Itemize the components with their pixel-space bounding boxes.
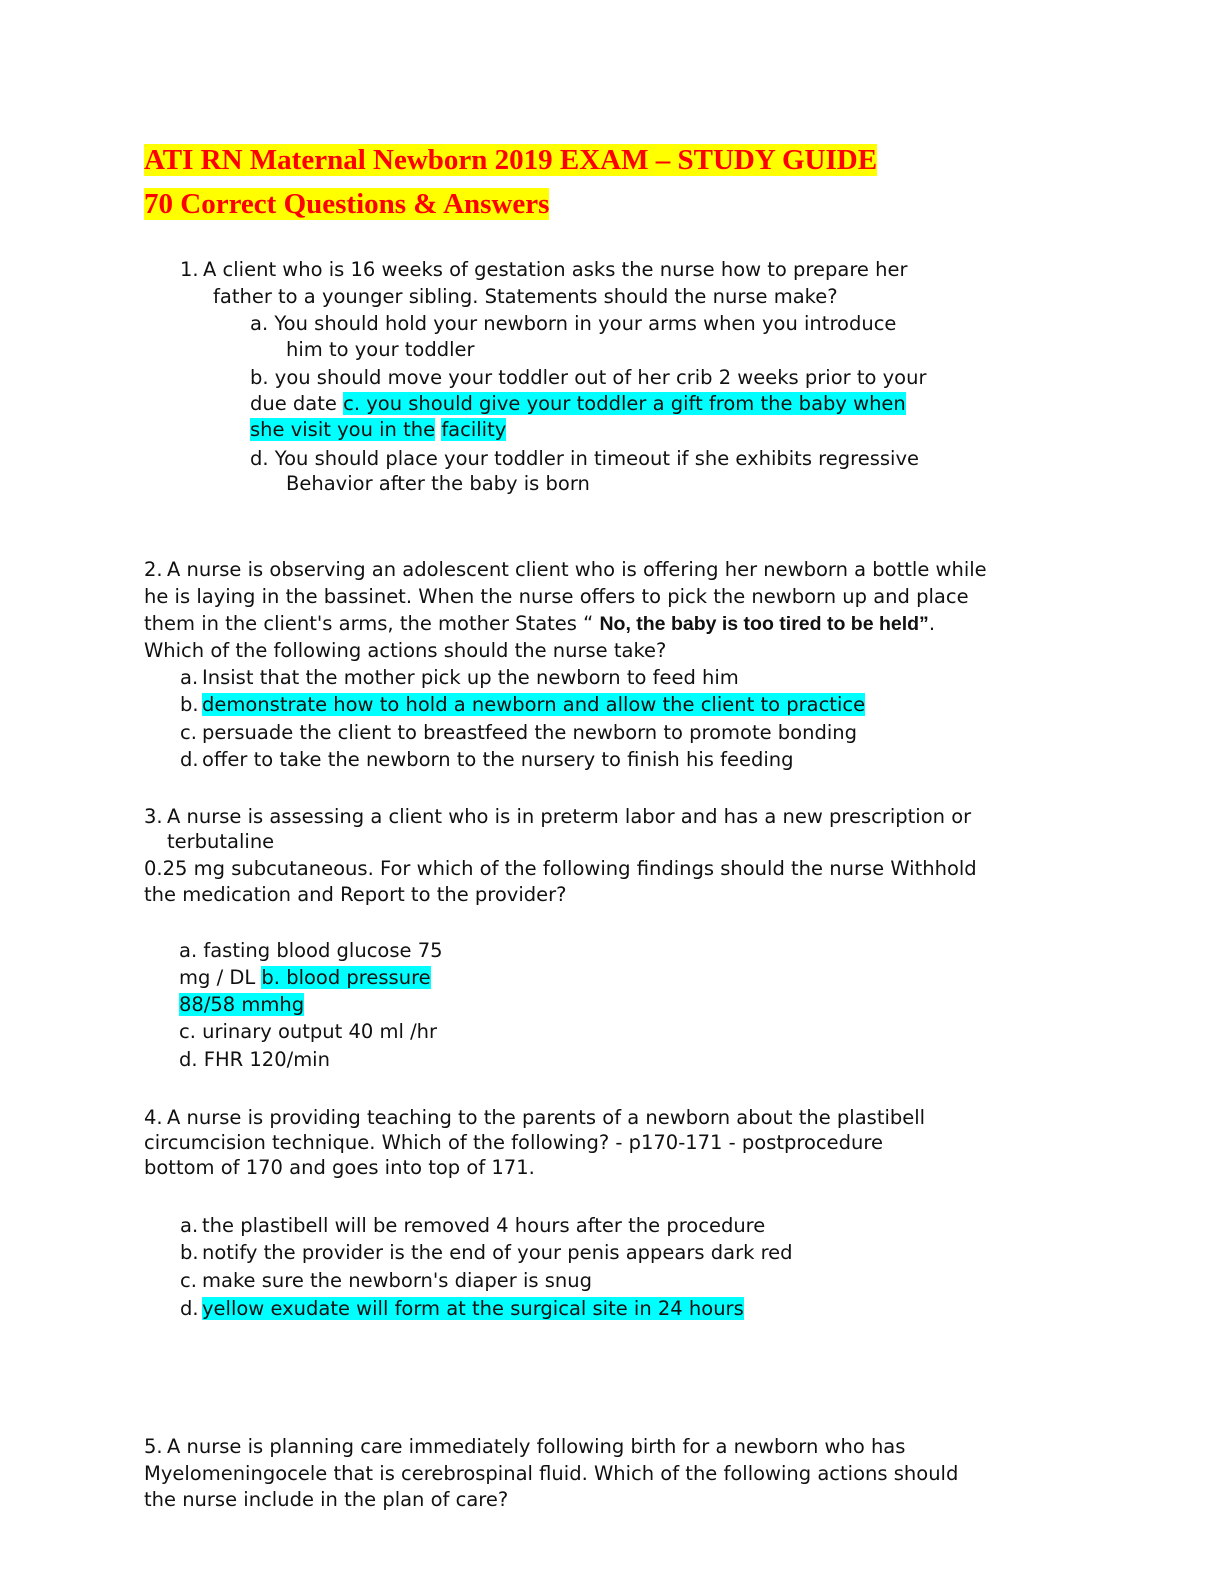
q4-option-d — [202, 1296, 744, 1322]
q3-stem-line-1: A nurse is assessing a client who is in preterm labor and has a new prescription or — [167, 805, 972, 828]
q2-quote-bold: No, the baby is too tired to be held” — [599, 613, 929, 635]
document-title — [144, 141, 877, 179]
title-line-1: ATI RN Maternal Newborn 2019 EXAM – STUDY GUIDE — [144, 144, 878, 176]
q2-stem-line-3-end: . — [928, 612, 936, 635]
q3-option-b-answer: b. blood pressure — [261, 966, 431, 989]
q3-stem-line-2: terbutaline — [167, 830, 275, 853]
q1-option-c-answer: you should give your toddler a gift from the baby when — [360, 392, 906, 415]
q3-stem-line-4: the medication and Report to the provider? — [144, 883, 567, 906]
q1-option-d: d. You should place your toddler in timeout if she exhibits regressive — [250, 447, 920, 470]
q4-stem-line-3: bottom of 170 and goes into top of 171. — [144, 1156, 535, 1179]
q4-stem-line-2: circumcision technique. Which of the following? - p170-171 - postprocedure — [144, 1131, 883, 1154]
q1-option-b: b. you should move your toddler out of her crib 2 weeks prior to your — [250, 366, 927, 389]
q2-option-b-letter: b. — [180, 693, 199, 716]
q3-option-a-end: mg / DL — [179, 966, 262, 989]
q2-option-d-letter: d. — [180, 748, 199, 771]
q4-option-d-answer: yellow exudate will form at the surgical site in 24 hours — [202, 1297, 744, 1320]
q3-stem-line-3: 0.25 mg subcutaneous. For which of the following findings should the nurse Withhold — [144, 857, 977, 880]
q1-option-c-answer-cont: she visit you in the — [250, 418, 436, 441]
q1-number: 1. — [180, 258, 199, 281]
q4-option-b-letter: b. — [180, 1241, 199, 1264]
q2-stem-line-1: A nurse is observing an adolescent client who is offering her newborn a bottle while — [167, 558, 987, 581]
q3-option-a: a. fasting blood glucose 75 — [179, 939, 443, 962]
q5-number: 5. — [144, 1435, 163, 1458]
q3-number: 3. — [144, 805, 163, 828]
q1-option-c-cont — [250, 417, 506, 443]
q3-option-a-cont — [179, 965, 431, 991]
q2-stem-line-3-text: them in the client's arms, the mother States “ — [144, 612, 600, 635]
q1-option-a-cont: him to your toddler — [286, 338, 475, 361]
q1-stem-line-2: father to a younger sibling. Statements should the nurse make? — [213, 285, 838, 308]
q2-number: 2. — [144, 558, 163, 581]
q4-option-c-letter: c. — [180, 1269, 197, 1292]
q1-option-a: a. You should hold your newborn in your arms when you introduce — [250, 312, 897, 335]
q1-option-c-answer-end: facility — [441, 418, 507, 441]
q2-option-c-letter: c. — [180, 721, 197, 744]
q4-option-a-letter: a. — [180, 1214, 199, 1237]
q2-option-c: persuade the client to breastfeed the newborn to promote bonding — [202, 721, 858, 744]
q3-option-b-answer-cont: 88/58 mmhg — [179, 993, 305, 1016]
q5-stem-line-2: Myelomeningocele that is cerebrospinal fluid. Which of the following actions should — [144, 1462, 959, 1485]
q1-option-b-end: due date — [250, 392, 344, 415]
q3-option-b-cont — [179, 992, 304, 1018]
q4-option-c: make sure the newborn's diaper is snug — [202, 1269, 592, 1292]
title-line-2: 70 Correct Questions & Answers — [144, 188, 550, 220]
q2-option-b-answer: demonstrate how to hold a newborn and allow the client to practice — [202, 693, 866, 716]
q1-stem-line-1: A client who is 16 weeks of gestation asks the nurse how to prepare her — [203, 258, 908, 281]
q4-stem-line-1: A nurse is providing teaching to the parents of a newborn about the plastibell — [167, 1106, 926, 1129]
q4-number: 4. — [144, 1106, 163, 1129]
q2-option-d: offer to take the newborn to the nursery to finish his feeding — [202, 748, 794, 771]
document-subtitle — [144, 185, 549, 223]
q1-option-d-cont: Behavior after the baby is born — [286, 472, 590, 495]
q2-option-b — [202, 692, 865, 718]
q2-option-a-letter: a. — [180, 666, 199, 689]
q2-stem-line-4: Which of the following actions should the nurse take? — [144, 639, 667, 662]
q4-option-a: the plastibell will be removed 4 hours after the procedure — [202, 1214, 766, 1237]
q4-option-d-letter: d. — [180, 1297, 199, 1320]
q2-option-a: Insist that the mother pick up the newborn to feed him — [202, 666, 739, 689]
q3-option-c: c. urinary output 40 ml /hr — [179, 1020, 438, 1043]
q1-option-b-cont — [250, 391, 906, 417]
q1-option-c-letter: c. — [343, 392, 361, 415]
q2-stem-line-3 — [144, 611, 935, 637]
q5-stem-line-3: the nurse include in the plan of care? — [144, 1488, 509, 1511]
q5-stem-line-1: A nurse is planning care immediately following birth for a newborn who has — [167, 1435, 906, 1458]
q2-stem-line-2: he is laying in the bassinet. When the nurse offers to pick the newborn up and place — [144, 585, 969, 608]
q4-option-b: notify the provider is the end of your penis appears dark red — [202, 1241, 793, 1264]
q3-option-d: d. FHR 120/min — [179, 1048, 330, 1071]
